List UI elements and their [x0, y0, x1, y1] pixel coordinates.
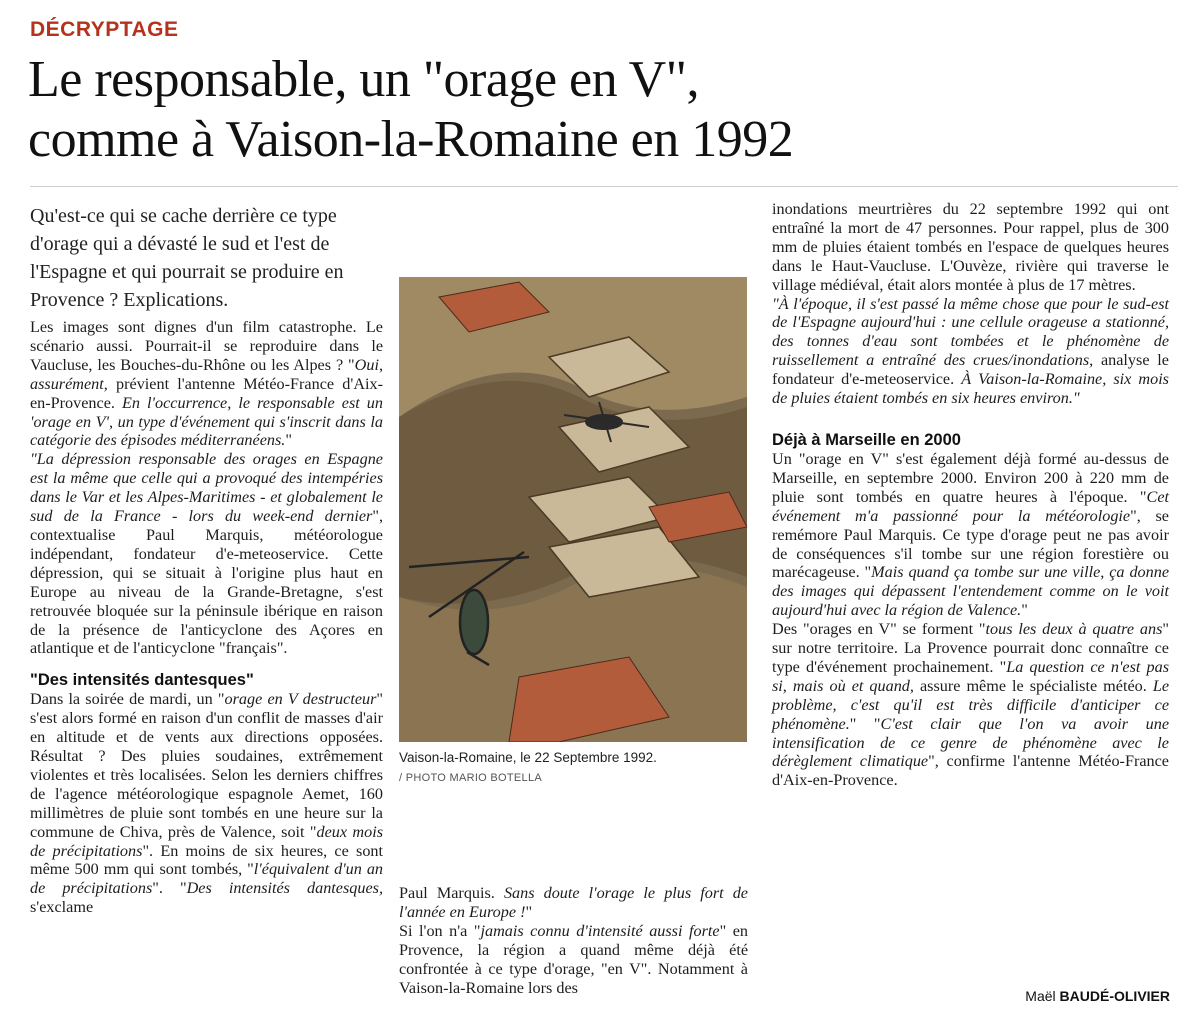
text-run: " — [1021, 601, 1028, 620]
photo-caption: Vaison-la-Romaine, le 22 Septembre 1992. — [399, 750, 657, 765]
text-run: ". " — [152, 879, 187, 898]
subhead-intensites: "Des intensités dantesques" — [30, 671, 254, 690]
quote-run: orage en V destructeur — [224, 690, 377, 709]
text-run: assure même le spécialiste météo. — [913, 676, 1153, 695]
text-run: " — [285, 431, 292, 450]
article-kicker: DÉCRYPTAGE — [30, 18, 179, 41]
quote-run: En l'occurrence, le responsable est un 'orage en V', un type d'événement qui s'inscrit dans la catégorie des épisodes méditerranéens. — [30, 393, 383, 450]
column-2 — [399, 884, 748, 997]
text-run: " — [525, 902, 533, 921]
quote-run: l'équivalent d'un an de précipitations — [30, 860, 384, 898]
quote-run: Mais quand ça tombe sur une ville, ça donne des images qui dépassent l'entendement comme on le voit aujourd'hui avec la région de Valence. — [772, 563, 1169, 620]
author-first-name: Maël — [1025, 988, 1056, 1004]
column-1 — [30, 318, 383, 917]
col2-paragraph-2 — [399, 922, 748, 998]
text-run: Dans la soirée de mardi, un " — [30, 690, 225, 709]
quote-run: Des intensités dantesques, — [186, 879, 384, 898]
text-run: prévient l'antenne Météo-France d'Aix-en-Provence. — [30, 374, 383, 412]
col1-paragraph-3 — [30, 690, 383, 917]
article-headline — [28, 50, 1178, 170]
text-run: ". En moins de six heures, ce sont même 500 mm qui sont tombés, " — [30, 841, 384, 879]
quote-run: Sans doute l'orage le plus fort de l'année en Europe ! — [399, 884, 748, 921]
text-run: ", confirme l'antenne Météo-France d'Aix-en-Provence. — [772, 752, 1169, 790]
quote-run: "À l'époque, il s'est passé la même chose que pour le sud-est de l'Espagne aujourd'hui : une cellule orageuse a stationné, des tonnes d'eau sont tombées et le phénomène de ruissellement a entraîné des crues/inondations, — [772, 294, 1169, 370]
author-last-name: BAUDÉ-OLIVIER — [1059, 988, 1170, 1004]
text-run: ", contextualise Paul Marquis, météorologue indépendant, fondateur d'e-meteoservice. Cette dépression, qui se situait à l'origine plus haut en Europe au niveau de la Grande-Bretagne, s'est retrouvée bloquée sur la péninsule ibérique en raison de la présence de l'anticyclone des Açores en atlantique et de l'anticyclone "français". — [30, 507, 383, 658]
headline-line-2: comme à Vaison-la-Romaine en 1992 — [28, 111, 794, 168]
text-run: " " — [849, 714, 881, 733]
text-run: " en Provence, la région a quand même déjà été confrontée à ce type d'orage, "en V". Notamment à Vaison-la-Romaine lors des — [399, 921, 748, 997]
col3-paragraph-3 — [772, 450, 1169, 620]
col2-paragraph-1 — [399, 884, 748, 922]
header-divider — [30, 186, 1178, 187]
headline-line-1: Le responsable, un "orage en V", — [28, 51, 699, 108]
quote-run: À Vaison-la-Romaine, six mois de pluies étaient tombés en six heures environ." — [772, 370, 1169, 408]
text-run: analyse le fondateur d'e-meteoservice. — [772, 351, 1169, 389]
col1-paragraph-2 — [30, 450, 383, 658]
quote-run: jamais connu d'intensité aussi forte — [480, 921, 720, 940]
text-run: ", se remémore Paul Marquis. Ce type d'orage peut ne pas avoir de conséquences s'il tombe sur une région forestière ou marécageuse. " — [772, 506, 1169, 582]
text-run: Si l'on n'a " — [399, 921, 481, 940]
quote-run: "La dépression responsable des orages en Espagne est la même que celle qui a provoqué des intempéries dans le Var et les Alpes-Maritimes - et globalement le sud de la France - lors du week-end dernier — [30, 450, 383, 526]
text-run: " sur notre territoire. La Provence pourrait donc connaître ce type d'événement prochainement. " — [772, 620, 1169, 676]
article-lead: Qu'est-ce qui se cache derrière ce type d'orage qui a dévasté le sud et l'est de l'Espagne et qui pourrait se produire en Provence ? Explications. — [30, 205, 344, 311]
quote-run: C'est clair que l'on va avoir une intensification de ce genre de phénomène avec le dérèglement climatique — [772, 714, 1170, 771]
text-run: Paul Marquis. — [399, 884, 504, 902]
quote-run: Cet événement m'a passionné pour la météorologie — [772, 487, 1169, 525]
subhead-marseille: Déjà à Marseille en 2000 — [772, 430, 961, 449]
col3-paragraph-2 — [772, 295, 1169, 408]
quote-run: La question ce n'est pas si, mais où et quand, — [772, 657, 1169, 695]
col3-paragraph-1: inondations meurtrières du 22 septembre 1992 qui ont entraîné la mort de 47 personnes. Pour rappel, plus de 300 mm de pluies étaient tombés en l'espace de quelques heures dans le Haut-Vaucluse. L'Ouvèze, rivière qui traverse le village médiéval, était alors montée à plus de 17 mètres. — [772, 200, 1169, 294]
text-run: Un "orage en V" s'est également déjà formé au-dessus de Marseille, en septembre 2000. Environ 200 à 220 mm de pluie sont tombés en quatre heures à l'époque. " — [772, 449, 1169, 506]
quote-run: Oui, assurément, — [30, 355, 383, 393]
quote-run: deux mois de précipitations — [30, 822, 383, 860]
text-run: Des "orages en V" se forment " — [772, 620, 986, 639]
text-run: Les images sont dignes d'un film catastrophe. Le scénario aussi. Pourrait-il se reproduire dans le Vaucluse, les Bouches-du-Rhône ou les Alpes ? " — [30, 318, 383, 374]
text-run: s'exclame — [30, 898, 94, 917]
flood-illustration — [399, 277, 747, 742]
col1-paragraph-1 — [30, 318, 383, 450]
column-3 — [772, 200, 1169, 790]
quote-run: Le problème, c'est qu'il est très difficile d'anticiper ce phénomène. — [772, 676, 1170, 733]
col3-paragraph-4 — [772, 620, 1169, 790]
quote-run: tous les deux à quatre ans — [985, 620, 1163, 639]
photo-credit: / PHOTO MARIO BOTELLA — [399, 772, 543, 784]
author-signature — [1025, 988, 1170, 1004]
photo-vaison-flood — [399, 277, 747, 742]
text-run: " s'est alors formé en raison d'un conflit de masses d'air en altitude et de vents aux directions opposées. Résultat ? Des pluies soudaines, extrêmement violentes et très localisées. Selon les derniers chiffres de l'agence météorologique espagnole Aemet, 160 millimètres de pluie sont tombés en une heure sur la commune de Chiva, près de Valence, soit " — [30, 690, 384, 841]
